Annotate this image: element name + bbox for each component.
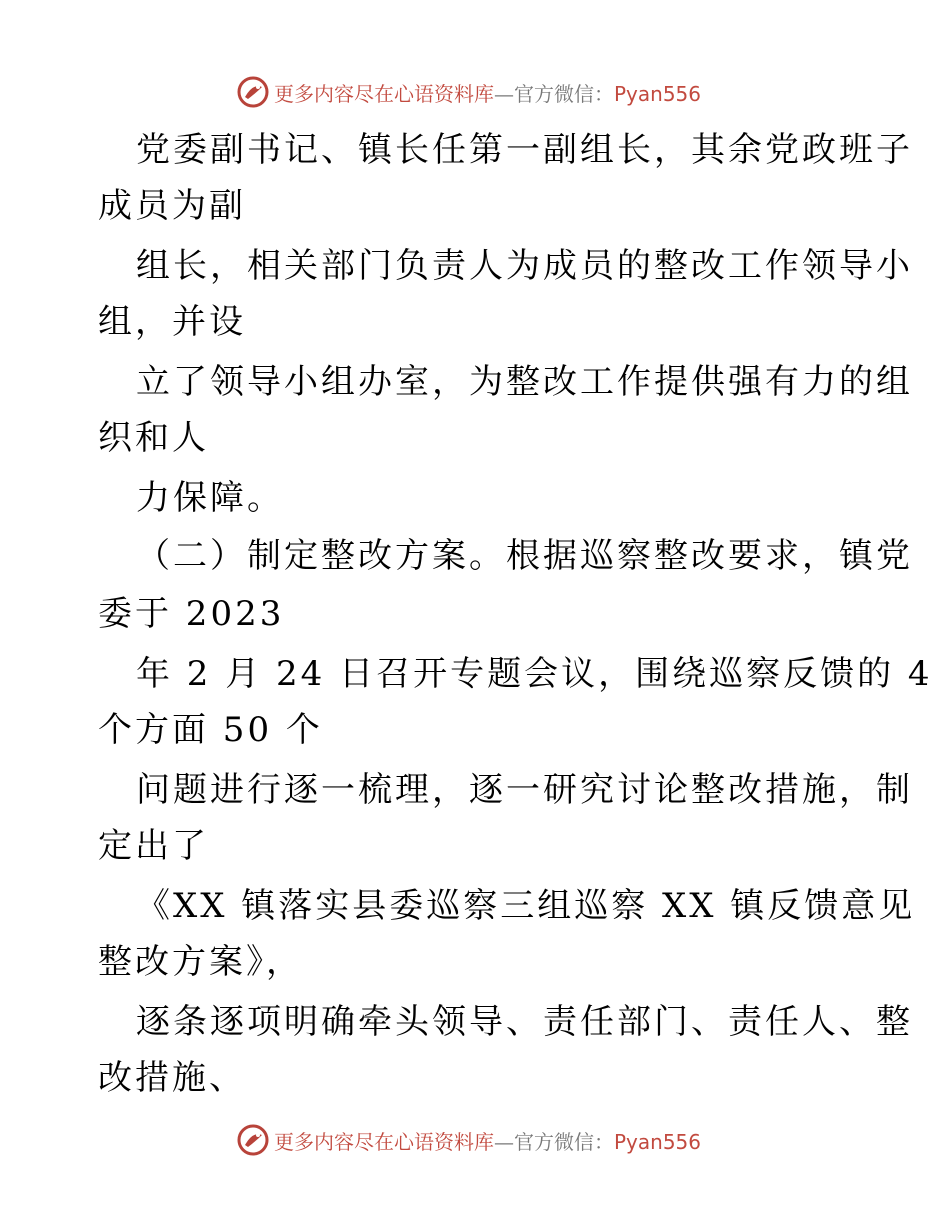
body-line: 立了领导小组办室，为整改工作提供强有力的组 <box>136 362 913 402</box>
watermark-id: Pyan556 <box>614 81 702 106</box>
watermark-brand: 更多内容尽在心语资料库 <box>274 1129 494 1154</box>
body-line: 组长，相关部门负责人为成员的整改工作领导小 <box>136 246 913 286</box>
body-line: 逐条逐项明确牵头领导、责任部门、责任人、整 <box>136 1002 913 1042</box>
body-line: 党委副书记、镇长任第一副组长，其余党政班子 <box>136 130 913 170</box>
body-line: 《XX 镇落实县委巡察三组巡察 XX 镇反馈意见 <box>136 886 916 926</box>
watermark-sep: — <box>494 81 514 106</box>
watermark-text <box>274 1126 701 1155</box>
body-line: 委于 2023 <box>98 594 285 634</box>
body-line: 定出了 <box>98 826 209 866</box>
body-line: 个方面 50 个 <box>98 710 323 750</box>
watermark-label: 官方微信： <box>514 81 614 106</box>
body-line: 问题进行逐一梳理，逐一研究讨论整改措施，制 <box>136 770 913 810</box>
body-line: （二）制定整改方案。根据巡察整改要求，镇党 <box>136 536 913 576</box>
footer-watermark <box>0 1120 950 1160</box>
watermark-brand: 更多内容尽在心语资料库 <box>274 81 494 106</box>
body-line: 年 2 月 24 日召开专题会议，围绕巡察反馈的 4 <box>136 654 933 694</box>
watermark-label: 官方微信： <box>514 1129 614 1154</box>
body-line: 整改方案》， <box>98 942 303 982</box>
watermark-text <box>274 78 701 107</box>
body-line: 力保障。 <box>136 478 284 518</box>
header-watermark <box>0 72 950 112</box>
body-line: 织和人 <box>98 418 209 458</box>
body-line: 改措施、 <box>98 1058 246 1098</box>
watermark-logo-icon <box>236 1123 270 1157</box>
watermark-id: Pyan556 <box>614 1129 702 1154</box>
body-line: 组，并设 <box>98 302 246 342</box>
watermark-sep: — <box>494 1129 514 1154</box>
watermark-logo-icon <box>236 75 270 109</box>
body-line: 成员为副 <box>98 186 246 226</box>
